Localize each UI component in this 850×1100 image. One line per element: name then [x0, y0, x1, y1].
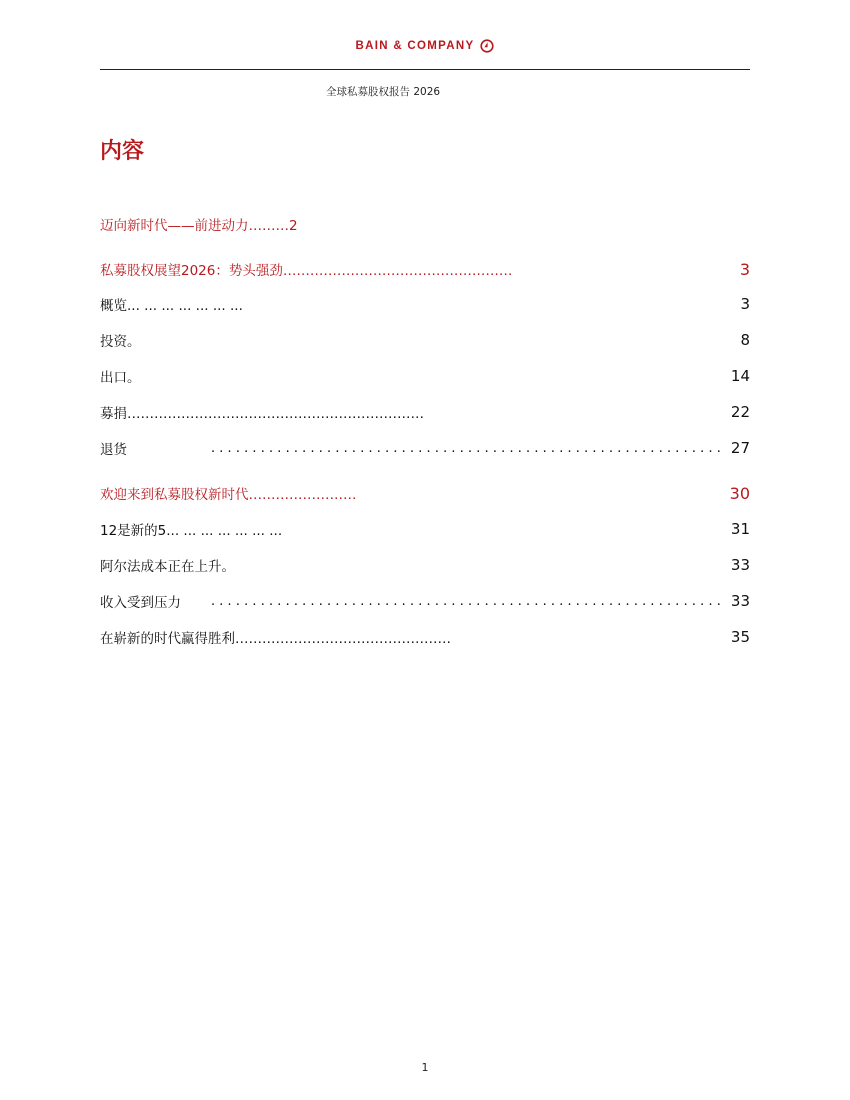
toc-entry-page: 30: [729, 483, 750, 503]
brand-logo: [0, 37, 850, 55]
toc-entry-text: 收入受到压力: [100, 595, 181, 611]
toc-dot-leader: ..............................................................: [210, 440, 725, 456]
toc-entry-text: 募捐…………………………………………………………: [100, 406, 424, 422]
toc-entry-page: 35: [730, 628, 750, 646]
report-title: 全球私募股权报告 2026: [326, 86, 441, 98]
toc-entry-text: 退货: [100, 442, 127, 458]
toc-entry-text: 迈向新时代——前进动力………2: [100, 218, 298, 234]
toc-entry-text: 投资。: [100, 334, 141, 350]
toc-entry[interactable]: [100, 518, 750, 540]
toc-entry-section[interactable]: [100, 213, 750, 235]
toc-entry-text: 在崭新的时代赢得胜利…………………………………………: [100, 631, 451, 647]
toc-entry[interactable]: [100, 329, 750, 351]
logo-text: BAIN & COMPANY: [355, 40, 475, 52]
toc-entry-page: 33: [730, 556, 750, 574]
toc-entry-text: 私募股权展望2026：势头强劲……………………………………………: [100, 263, 513, 279]
toc-entry[interactable]: [100, 590, 750, 612]
toc-entry-page: 22: [730, 403, 750, 421]
toc-entry[interactable]: [100, 437, 750, 459]
toc-entry[interactable]: [100, 401, 750, 423]
toc-entry-page: 3: [739, 259, 750, 279]
toc-entry-text: 概览... ... ... ... ... ... ...: [100, 298, 243, 314]
toc-entry[interactable]: [100, 293, 750, 315]
toc-entry-page: 31: [730, 520, 750, 538]
toc-entry-page: 33: [730, 592, 750, 610]
toc-entry-page: 3: [740, 295, 750, 313]
toc-entry-text: 12是新的5... ... ... ... ... ... ...: [100, 523, 283, 539]
toc-entry-section[interactable]: [100, 258, 750, 280]
toc-entry[interactable]: [100, 626, 750, 648]
toc-entry-page: 27: [730, 439, 750, 457]
header-rule: [100, 69, 750, 70]
toc-entry-page: 14: [730, 367, 750, 385]
page-number: 1: [421, 1061, 429, 1074]
toc-dot-leader: ..............................................................: [210, 593, 725, 609]
toc-entry-text: 出口。: [100, 370, 141, 386]
bain-mark-icon: [480, 39, 494, 53]
toc-heading: 内容: [100, 139, 145, 164]
toc-entry-section[interactable]: [100, 482, 750, 504]
toc-entry[interactable]: [100, 554, 750, 576]
toc-entry[interactable]: [100, 365, 750, 387]
toc-entry-text: 阿尔法成本正在上升。: [100, 559, 235, 575]
toc-entry-page: 8: [740, 331, 750, 349]
toc-entry-text: 欢迎来到私募股权新时代……………………: [100, 487, 357, 503]
